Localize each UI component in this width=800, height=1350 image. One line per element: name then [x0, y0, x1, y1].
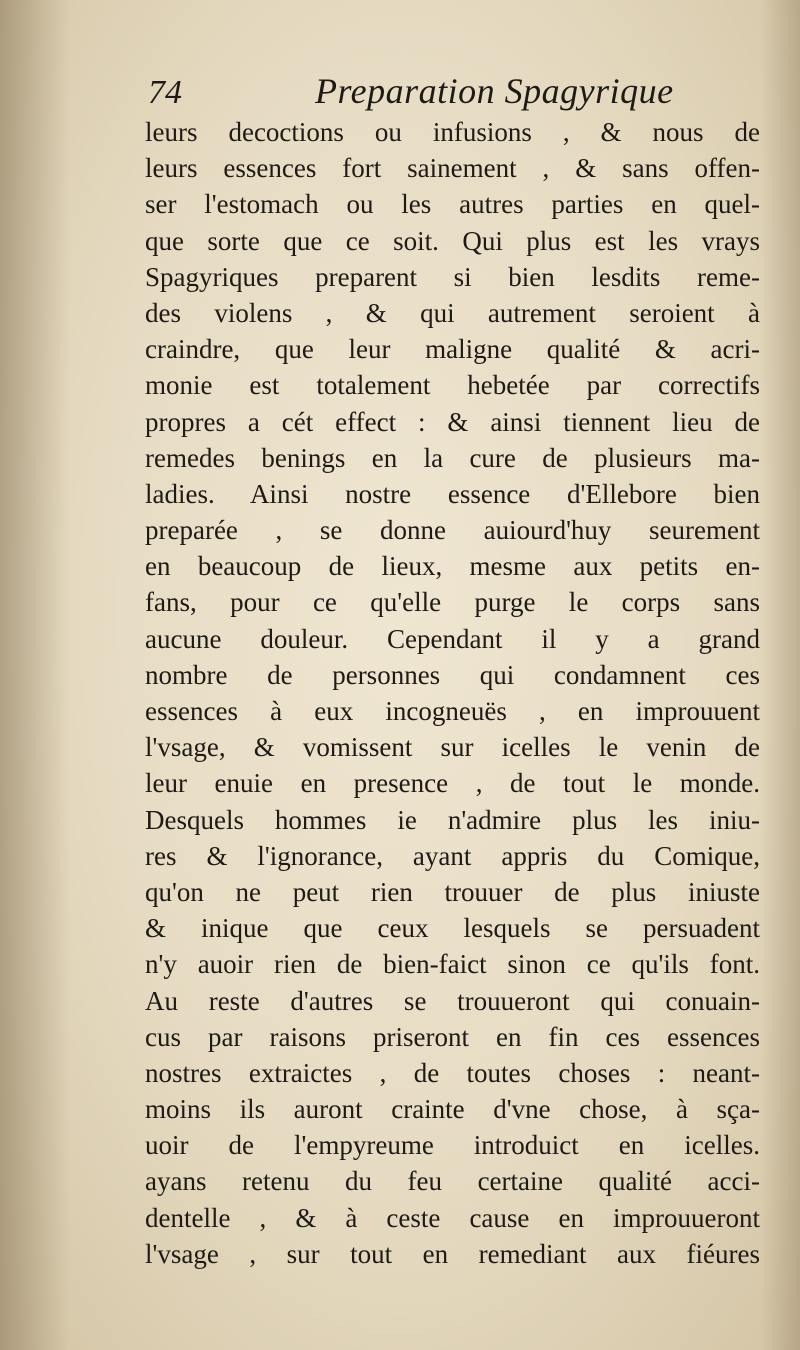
text-line: essences à eux incogneuës , en improuuent [145, 696, 760, 726]
text-line: uoir de l'empyreume introduict en icelles. [145, 1130, 760, 1161]
text-line: remedes benings en la cure de plusieurs ma- [145, 442, 760, 473]
text-line: qu'on ne peut rien trouuer de plus iniuste [145, 876, 760, 907]
body-text [145, 114, 760, 1272]
text-line: moins ils auront crainte d'vne chose, à sça- [145, 1094, 760, 1125]
page-header [140, 70, 760, 120]
text-line: fans, pour ce qu'elle purge le corps sans [145, 587, 760, 618]
text-line: n'y auoir rien de bien-faict sinon ce qu'ils font. [145, 949, 760, 980]
text-line: leurs essences fort sainement , & sans offen- [145, 153, 760, 184]
text-line: ayans retenu du feu certaine qualité acci- [145, 1166, 760, 1197]
text-line: ladies. Ainsi nostre essence d'Ellebore bien [145, 478, 760, 509]
text-line: dentelle , & à ceste cause en improuueront [145, 1202, 760, 1233]
text-line: craindre, que leur maligne qualité & acri- [145, 334, 760, 365]
text-line: Desquels hommes ie n'admire plus les iniu- [145, 804, 760, 835]
text-line: des violens , & qui autrement seroient à [145, 297, 760, 328]
text-line: leurs decoctions ou infusions , & nous de [145, 117, 760, 147]
text-line: nombre de personnes qui condamnent ces [145, 659, 760, 690]
page-edge-shadow [760, 0, 800, 1350]
text-line: que sorte que ce soit. Qui plus est les vrays [145, 225, 760, 256]
text-line: l'vsage, & vomissent sur icelles le venin de [145, 732, 760, 763]
text-line: aucune douleur. Cependant il y a grand [145, 623, 760, 654]
text-line: nostres extraictes , de toutes choses : neant- [145, 1057, 760, 1088]
text-line: Au reste d'autres se trouueront qui conuain- [145, 985, 760, 1016]
text-line: Spagyriques preparent si bien lesdits reme- [145, 261, 760, 292]
binding-shadow [0, 0, 70, 1350]
text-line: preparée , se donne auiourd'huy seurement [145, 515, 760, 546]
text-line: leur enuie en presence , de tout le monde. [145, 768, 760, 799]
running-title: Preparation Spagyrique [315, 71, 674, 111]
text-line: & inique que ceux lesquels se persuadent [145, 913, 760, 944]
text-line: monie est totalement hebetée par correctifs [145, 370, 760, 401]
page-number: 74 [148, 74, 182, 111]
text-line: l'vsage , sur tout en remediant aux fiéures [145, 1238, 760, 1269]
text-line: en beaucoup de lieux, mesme aux petits en- [145, 551, 760, 582]
text-line: cus par raisons priseront en fin ces essences [145, 1021, 760, 1052]
text-line: ser l'estomach ou les autres parties en quel- [145, 189, 760, 220]
text-line: res & l'ignorance, ayant appris du Comique, [145, 840, 760, 871]
text-line: propres a cét effect : & ainsi tiennent lieu de [145, 406, 760, 437]
